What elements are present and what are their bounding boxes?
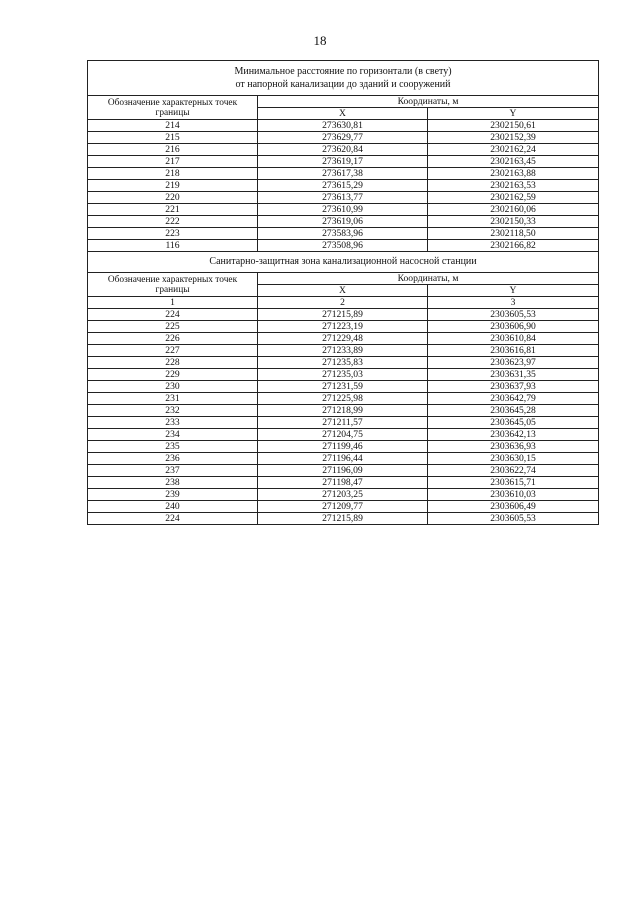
point-id-cell: 215 [88,132,258,144]
table-row [88,429,599,441]
y-coordinate-cell: 2302118,50 [428,228,599,240]
x-coordinate-cell: 271235,03 [258,369,428,381]
y-coordinate-cell: 2303645,28 [428,405,599,417]
x-coordinate-cell: 271196,44 [258,453,428,465]
y-coordinate-cell: 2303606,90 [428,321,599,333]
table-row [88,453,599,465]
point-id-cell: 233 [88,417,258,429]
y-coordinate-cell: 2302150,33 [428,216,599,228]
section1-header-y: Y [428,108,599,120]
table-row [88,369,599,381]
x-coordinate-cell: 273619,17 [258,156,428,168]
table-row [88,477,599,489]
point-id-cell: 222 [88,216,258,228]
point-id-cell: 226 [88,333,258,345]
table-row [88,489,599,501]
table-row [88,144,599,156]
table-row [88,240,599,252]
section2-col-num-1: 1 [88,297,258,309]
table-row [88,168,599,180]
table-row [88,333,599,345]
section2-col-num-2: 2 [258,297,428,309]
point-id-cell: 214 [88,120,258,132]
point-id-cell: 232 [88,405,258,417]
page-number: 18 [313,33,327,48]
table-row [88,180,599,192]
point-id-cell: 229 [88,369,258,381]
table-row [88,393,599,405]
y-coordinate-cell: 2303610,84 [428,333,599,345]
y-coordinate-cell: 2303642,13 [428,429,599,441]
y-coordinate-cell: 2303606,49 [428,501,599,513]
x-coordinate-cell: 271231,59 [258,381,428,393]
section1-title-line2: от напорной канализации до зданий и сооружений [235,79,451,90]
point-id-cell: 223 [88,228,258,240]
point-id-cell: 227 [88,345,258,357]
point-id-cell: 238 [88,477,258,489]
y-coordinate-cell: 2303637,93 [428,381,599,393]
y-coordinate-cell: 2303631,35 [428,369,599,381]
point-id-cell: 237 [88,465,258,477]
x-coordinate-cell: 271196,09 [258,465,428,477]
y-coordinate-cell: 2302162,59 [428,192,599,204]
point-id-cell: 230 [88,381,258,393]
table-row [88,501,599,513]
x-coordinate-cell: 273630,81 [258,120,428,132]
y-coordinate-cell: 2302152,39 [428,132,599,144]
x-coordinate-cell: 273610,99 [258,204,428,216]
section2-title: Санитарно-защитная зона канализационной насосной станции [88,252,599,273]
point-id-cell: 216 [88,144,258,156]
section1-header-row [88,96,599,108]
point-id-cell: 218 [88,168,258,180]
y-coordinate-cell: 2303642,79 [428,393,599,405]
y-coordinate-cell: 2302163,45 [428,156,599,168]
table-row [88,465,599,477]
section1-header-points: Обозначение характерных точек границы [88,96,258,120]
x-coordinate-cell: 271198,47 [258,477,428,489]
x-coordinate-cell: 273619,06 [258,216,428,228]
y-coordinate-cell: 2303616,81 [428,345,599,357]
point-id-cell: 224 [88,309,258,321]
x-coordinate-cell: 271215,89 [258,309,428,321]
point-id-cell: 220 [88,192,258,204]
y-coordinate-cell: 2303615,71 [428,477,599,489]
table-row [88,204,599,216]
x-coordinate-cell: 271215,89 [258,513,428,525]
table-body [88,61,599,525]
table-row [88,357,599,369]
table-row [88,381,599,393]
x-coordinate-cell: 273617,38 [258,168,428,180]
y-coordinate-cell: 2303636,93 [428,441,599,453]
table-row [88,216,599,228]
y-coordinate-cell: 2303605,53 [428,309,599,321]
table-row [88,513,599,525]
table-row [88,120,599,132]
table-row [88,417,599,429]
section1-title [88,61,599,96]
table-row [88,309,599,321]
y-coordinate-cell: 2303610,03 [428,489,599,501]
x-coordinate-cell: 271218,99 [258,405,428,417]
point-id-cell: 221 [88,204,258,216]
x-coordinate-cell: 273613,77 [258,192,428,204]
point-id-cell: 225 [88,321,258,333]
y-coordinate-cell: 2302166,82 [428,240,599,252]
point-id-cell: 236 [88,453,258,465]
y-coordinate-cell: 2302160,06 [428,204,599,216]
x-coordinate-cell: 271209,77 [258,501,428,513]
x-coordinate-cell: 271233,89 [258,345,428,357]
y-coordinate-cell: 2302150,61 [428,120,599,132]
table-row [88,192,599,204]
boundary-coordinates-table [87,60,599,525]
point-id-cell: 224 [88,513,258,525]
x-coordinate-cell: 273508,96 [258,240,428,252]
point-id-cell: 239 [88,489,258,501]
section2-col-num-3: 3 [428,297,599,309]
section1-header-coords: Координаты, м [258,96,599,108]
table-row [88,345,599,357]
y-coordinate-cell: 2302162,24 [428,144,599,156]
x-coordinate-cell: 271223,19 [258,321,428,333]
y-coordinate-cell: 2302163,53 [428,180,599,192]
section2-header-coords: Координаты, м [258,273,599,285]
x-coordinate-cell: 273583,96 [258,228,428,240]
y-coordinate-cell: 2303645,05 [428,417,599,429]
y-coordinate-cell: 2303630,15 [428,453,599,465]
section1-title-row [88,61,599,96]
point-id-cell: 231 [88,393,258,405]
point-id-cell: 235 [88,441,258,453]
x-coordinate-cell: 271203,25 [258,489,428,501]
section2-header-y: Y [428,285,599,297]
table-row [88,441,599,453]
table-row [88,321,599,333]
section2-title-row [88,252,599,273]
x-coordinate-cell: 271225,98 [258,393,428,405]
point-id-cell: 219 [88,180,258,192]
y-coordinate-cell: 2303622,74 [428,465,599,477]
x-coordinate-cell: 271211,57 [258,417,428,429]
x-coordinate-cell: 271199,46 [258,441,428,453]
point-id-cell: 228 [88,357,258,369]
x-coordinate-cell: 273629,77 [258,132,428,144]
point-id-cell: 240 [88,501,258,513]
section1-header-x: X [258,108,428,120]
table-row [88,405,599,417]
x-coordinate-cell: 273615,29 [258,180,428,192]
x-coordinate-cell: 271229,48 [258,333,428,345]
table-row [88,156,599,168]
x-coordinate-cell: 271204,75 [258,429,428,441]
section1-title-line1: Минимальное расстояние по горизонтали (в свету) [234,66,452,77]
section2-column-numbers-row [88,297,599,309]
table-row [88,132,599,144]
section2-header-points: Обозначение характерных точек границы [88,273,258,297]
x-coordinate-cell: 271235,83 [258,357,428,369]
point-id-cell: 116 [88,240,258,252]
x-coordinate-cell: 273620,84 [258,144,428,156]
section2-header-row [88,273,599,285]
y-coordinate-cell: 2303605,53 [428,513,599,525]
y-coordinate-cell: 2302163,88 [428,168,599,180]
point-id-cell: 217 [88,156,258,168]
table-row [88,228,599,240]
section2-header-x: X [258,285,428,297]
y-coordinate-cell: 2303623,97 [428,357,599,369]
point-id-cell: 234 [88,429,258,441]
